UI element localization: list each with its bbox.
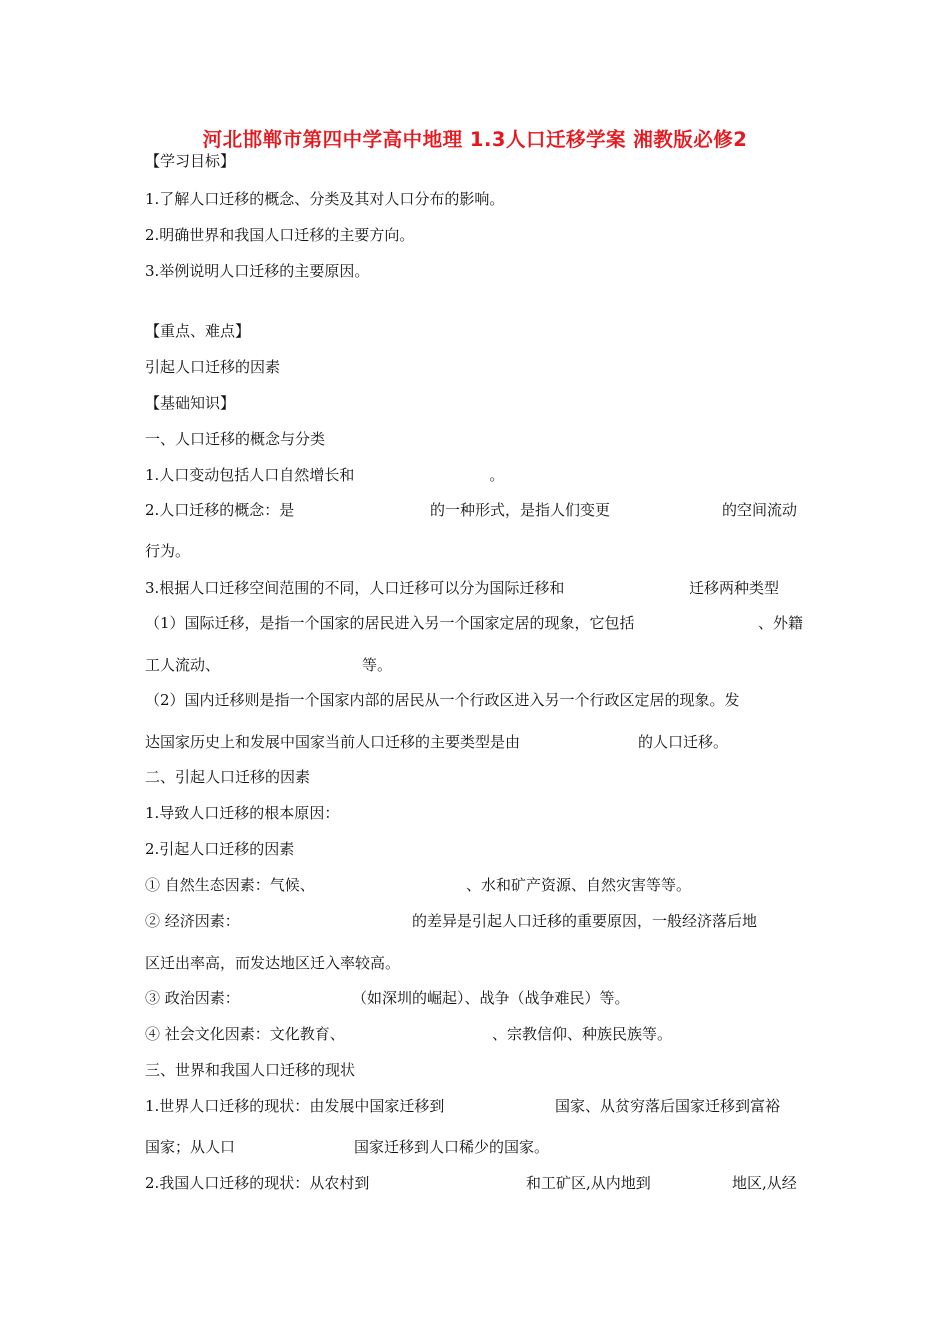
question-text: 的空间流动 (722, 501, 798, 519)
question-text: ③ 政治因素： (145, 989, 240, 1007)
question-line (145, 500, 294, 520)
question-text: 1.导致人口迁移的根本原因： (145, 804, 340, 822)
question-line (145, 613, 635, 633)
question-text: 2.人口迁移的概念：是 (145, 501, 295, 519)
question-text: ① 自然生态因素：气候、 (145, 876, 315, 894)
question-text: 2.引起人口迁移的因素 (145, 840, 295, 858)
question-text: 区迁出率高，而发达地区迁入率较高。 (145, 954, 401, 972)
key-points-text: 引起人口迁移的因素 (145, 358, 281, 376)
question-text: （1）国际迁移，是指一个国家的居民进入另一个国家定居的现象，它包括 (145, 614, 635, 632)
question-text: 、水和矿产资源、自然灾害等等。 (466, 876, 692, 894)
question-text: 国家、从贫穷落后国家迁移到富裕 (555, 1097, 781, 1115)
question-text: 等。 (362, 656, 393, 674)
question-text: 1.人口变动包括人口自然增长和 (145, 466, 355, 484)
question-text: 的差异是引起人口迁移的重要原因，一般经济落后地 (412, 912, 758, 930)
objective-item: 3.举例说明人口迁移的主要原因。 (145, 262, 370, 280)
question-text: 行为。 (145, 542, 191, 560)
question-text: 国家；从人口 (145, 1138, 236, 1156)
question-text: ② 经济因素： (145, 912, 240, 930)
question-text: 地区,从经 (732, 1174, 797, 1192)
question-text: （2）国内迁移则是指一个国家内部的居民从一个行政区进入另一个行政区定居的现象。发 (145, 691, 740, 709)
question-text: 的一种形式，是指人们变更 (430, 501, 611, 519)
part2-title: 二、引起人口迁移的因素 (145, 768, 311, 786)
question-line (145, 465, 504, 485)
question-text: 工人流动、 (145, 656, 221, 674)
question-text: 1.世界人口迁移的现状：由发展中国家迁移到 (145, 1097, 445, 1115)
part1-title: 一、人口迁移的概念与分类 (145, 430, 326, 448)
document-title: 河北邯郸市第四中学高中地理 1.3人口迁移学案 湘教版必修2 (202, 128, 748, 151)
question-text: 迁移两种类型 (689, 579, 780, 597)
objectives-header: 【学习目标】 (145, 152, 236, 170)
question-text: 达国家历史上和发展中国家当前人口迁移的主要类型是由 (145, 733, 521, 751)
question-line (145, 578, 564, 598)
question-text: ④ 社会文化因素：文化教育、 (145, 1025, 345, 1043)
objective-item: 1.了解人口迁移的概念、分类及其对人口分布的影响。 (145, 190, 505, 208)
question-text: 。 (489, 466, 505, 484)
question-text: 国家迁移到人口稀少的国家。 (354, 1138, 550, 1156)
question-text: 2.我国人口迁移的现状：从农村到 (145, 1174, 370, 1192)
part3-title: 三、世界和我国人口迁移的现状 (145, 1061, 356, 1079)
question-text: 、宗教信仰、种族民族等。 (492, 1025, 673, 1043)
question-text: 和工矿区,从内地到 (526, 1174, 651, 1192)
question-text: 的人口迁移。 (638, 733, 729, 751)
question-text: 、外籍 (758, 614, 804, 632)
basic-knowledge-header: 【基础知识】 (145, 394, 236, 412)
question-text: （如深圳的崛起）、战争（战争难民）等。 (352, 989, 630, 1007)
key-points-header: 【重点、难点】 (145, 322, 251, 340)
question-text: 3.根据人口迁移空间范围的不同，人口迁移可以分为国际迁移和 (145, 579, 565, 597)
objective-item: 2.明确世界和我国人口迁移的主要方向。 (145, 226, 415, 244)
